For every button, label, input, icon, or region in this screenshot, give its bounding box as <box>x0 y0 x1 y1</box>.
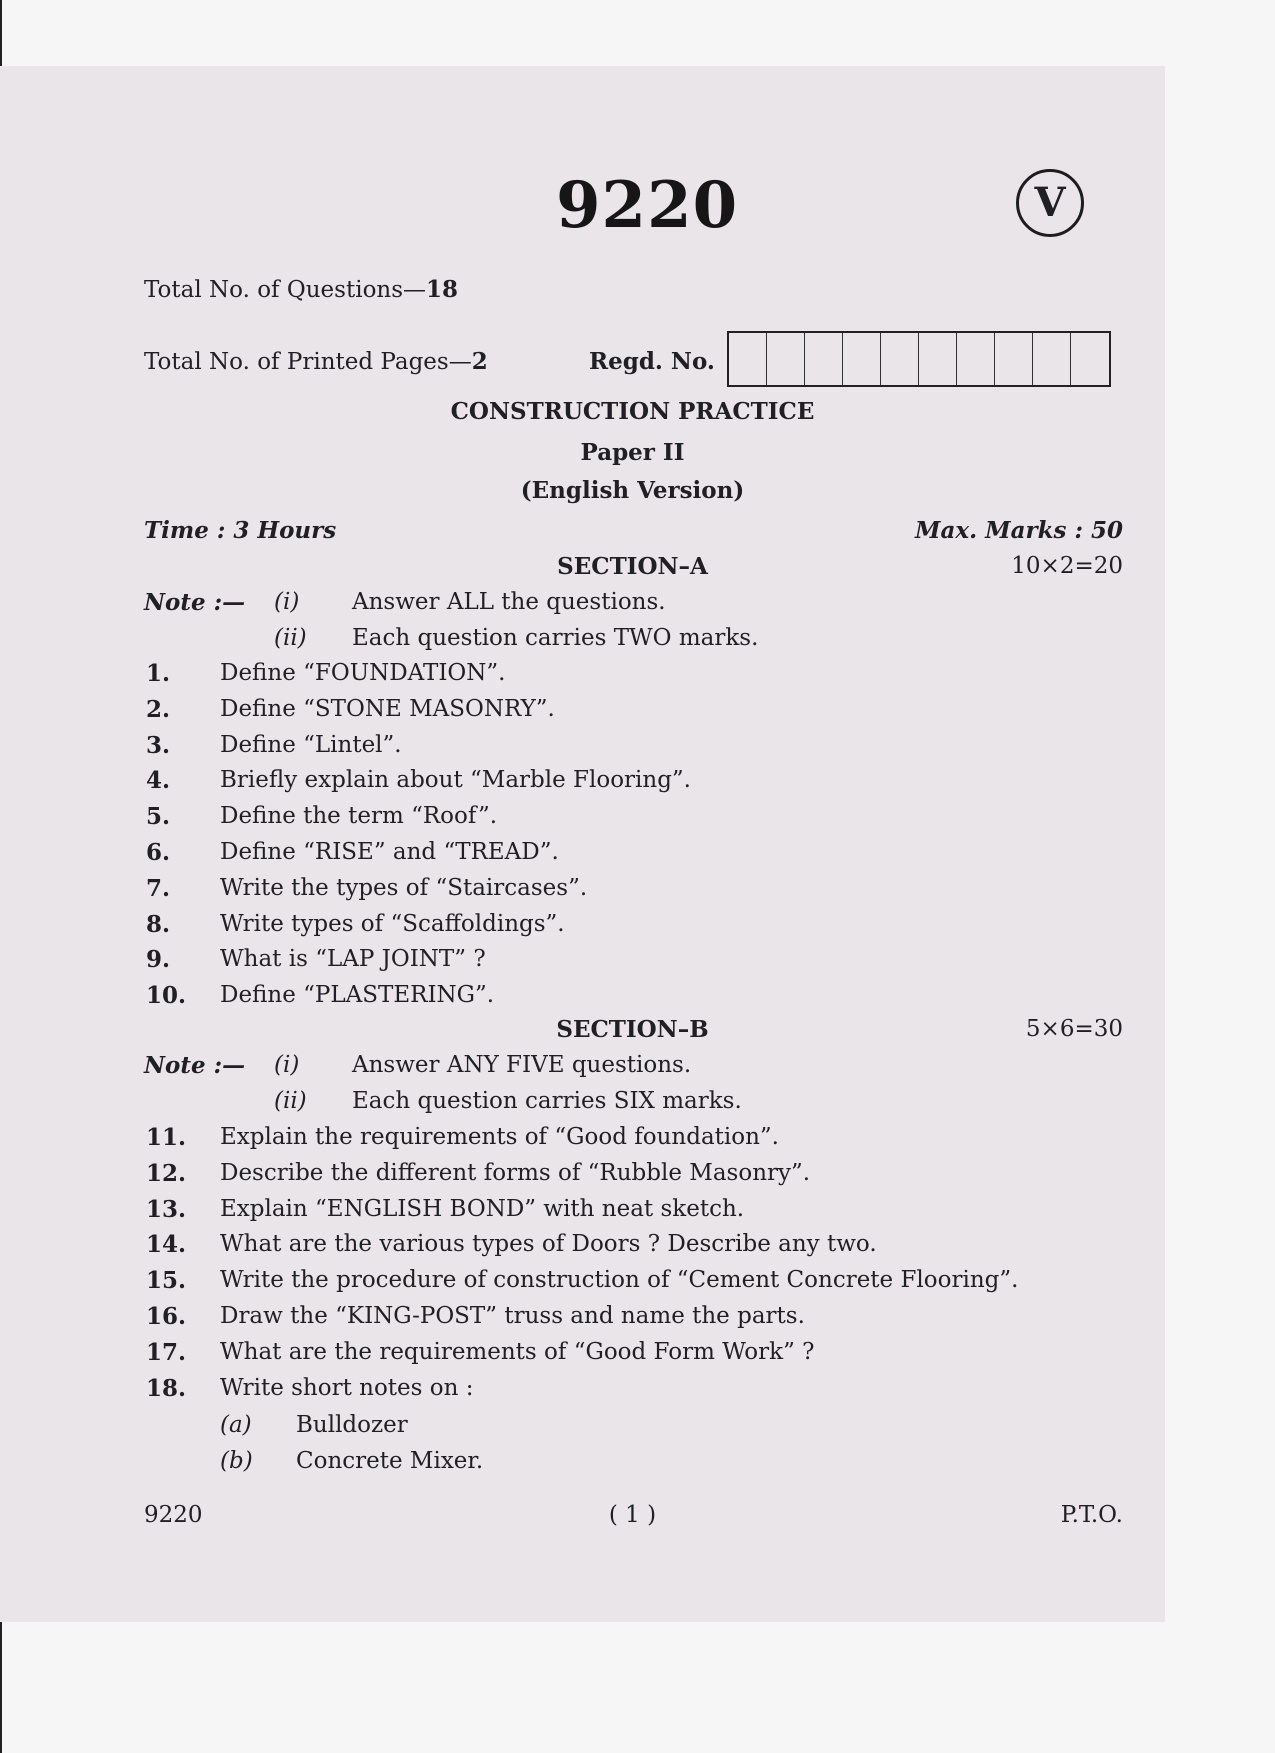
regd-digit-box[interactable] <box>957 333 995 385</box>
question-text: Write types of “Scaffoldings”. <box>220 910 565 937</box>
regd-digit-box[interactable] <box>767 333 805 385</box>
question-text: Explain “ENGLISH BOND” with neat sketch. <box>220 1195 745 1222</box>
regd-digit-box[interactable] <box>1071 333 1109 385</box>
regd-digit-box[interactable] <box>805 333 843 385</box>
total-pages-value: 2 <box>471 348 488 375</box>
question-text: Define “FOUNDATION”. <box>220 660 506 686</box>
question-number: 11. <box>146 1124 187 1151</box>
regd-digit-box[interactable] <box>843 333 881 385</box>
question-text: Define “Lintel”. <box>220 731 402 758</box>
section-b-note-label: Note :— <box>144 1052 246 1079</box>
regd-digit-box[interactable] <box>995 333 1033 385</box>
question-text: Draw the “KING-POST” truss and name the parts. <box>220 1303 805 1329</box>
note-label: (ii) <box>274 1088 307 1114</box>
question-text: Define the term “Roof”. <box>220 803 498 830</box>
paper-title: Paper II <box>580 439 685 466</box>
subpart-text: Bulldozer <box>296 1412 408 1438</box>
question-text: Define “RISE” and “TREAD”. <box>220 839 559 865</box>
question-number: 1. <box>146 660 171 687</box>
question-text: What are the requirements of “Good Form Work” ? <box>220 1338 815 1365</box>
regd-digit-box[interactable] <box>729 333 767 385</box>
question-text: What is “LAP JOINT” ? <box>220 946 486 973</box>
total-questions-label: Total No. of Questions— <box>144 277 427 303</box>
total-questions <box>144 276 458 303</box>
question-number: 12. <box>146 1159 187 1187</box>
total-pages-label: Total No. of Printed Pages— <box>144 349 472 375</box>
question-number: 2. <box>146 695 171 723</box>
section-b-marks: 5×6=30 <box>1025 1016 1123 1042</box>
regd-digit-box[interactable] <box>881 333 919 385</box>
exam-time: Time : 3 Hours <box>144 517 337 544</box>
version-title: (English Version) <box>520 477 745 504</box>
question-number: 5. <box>146 803 171 831</box>
note-label: (i) <box>274 1052 300 1078</box>
scan-edge <box>0 0 2 70</box>
question-number: 15. <box>146 1267 187 1295</box>
question-text: Define “PLASTERING”. <box>220 982 495 1009</box>
regd-label: Regd. No. <box>589 348 715 375</box>
question-text: Write short notes on : <box>220 1374 474 1401</box>
section-a-note-label: Note :— <box>144 589 246 616</box>
note-label: (ii) <box>274 625 307 651</box>
question-text: Write the procedure of construction of “Cement Concrete Flooring”. <box>220 1267 1019 1294</box>
section-a-marks: 10×2=20 <box>1011 553 1123 579</box>
question-number: 3. <box>146 731 171 759</box>
question-text: Describe the different forms of “Rubble Masonry”. <box>220 1159 811 1186</box>
question-text: Define “STONE MASONRY”. <box>220 695 555 722</box>
question-number: 4. <box>146 767 171 795</box>
version-badge: V <box>1016 169 1084 237</box>
total-pages <box>144 348 488 375</box>
footer-code: 9220 <box>144 1502 203 1528</box>
subpart-label: (b) <box>220 1448 253 1474</box>
section-b-heading: SECTION–B <box>556 1016 709 1043</box>
paper-code: 9220 <box>556 168 739 243</box>
scan-edge <box>0 1622 2 1753</box>
subpart-label: (a) <box>220 1412 252 1438</box>
question-number: 14. <box>146 1231 187 1259</box>
question-text: Explain the requirements of “Good foundation”. <box>220 1124 779 1150</box>
note-text: Each question carries TWO marks. <box>352 625 759 651</box>
regd-digit-box[interactable] <box>919 333 957 385</box>
question-number: 16. <box>146 1303 187 1330</box>
question-number: 10. <box>146 982 187 1010</box>
note-label: (i) <box>274 589 300 615</box>
regd-digit-box[interactable] <box>1033 333 1071 385</box>
question-number: 9. <box>146 946 171 974</box>
question-number: 18. <box>146 1374 187 1402</box>
question-text: What are the various types of Doors ? Describe any two. <box>220 1231 877 1258</box>
note-text: Answer ALL the questions. <box>352 589 666 615</box>
question-number: 17. <box>146 1338 187 1366</box>
pto-label: P.T.O. <box>1060 1502 1123 1528</box>
note-text: Answer ANY FIVE questions. <box>352 1052 692 1078</box>
question-number: 7. <box>146 874 171 902</box>
question-number: 6. <box>146 839 171 866</box>
question-text: Write the types of “Staircases”. <box>220 874 588 901</box>
max-marks: Max. Marks : 50 <box>915 517 1123 544</box>
question-number: 13. <box>146 1195 187 1223</box>
total-questions-value: 18 <box>426 276 459 303</box>
note-text: Each question carries SIX marks. <box>352 1088 742 1114</box>
subject-title: CONSTRUCTION PRACTICE <box>450 398 815 425</box>
question-text: Briefly explain about “Marble Flooring”. <box>220 767 691 794</box>
subpart-text: Concrete Mixer. <box>296 1448 484 1474</box>
section-a-heading: SECTION–A <box>557 553 708 580</box>
question-number: 8. <box>146 910 171 938</box>
regd-number-boxes[interactable] <box>727 331 1111 387</box>
page-number: ( 1 ) <box>608 1502 657 1528</box>
